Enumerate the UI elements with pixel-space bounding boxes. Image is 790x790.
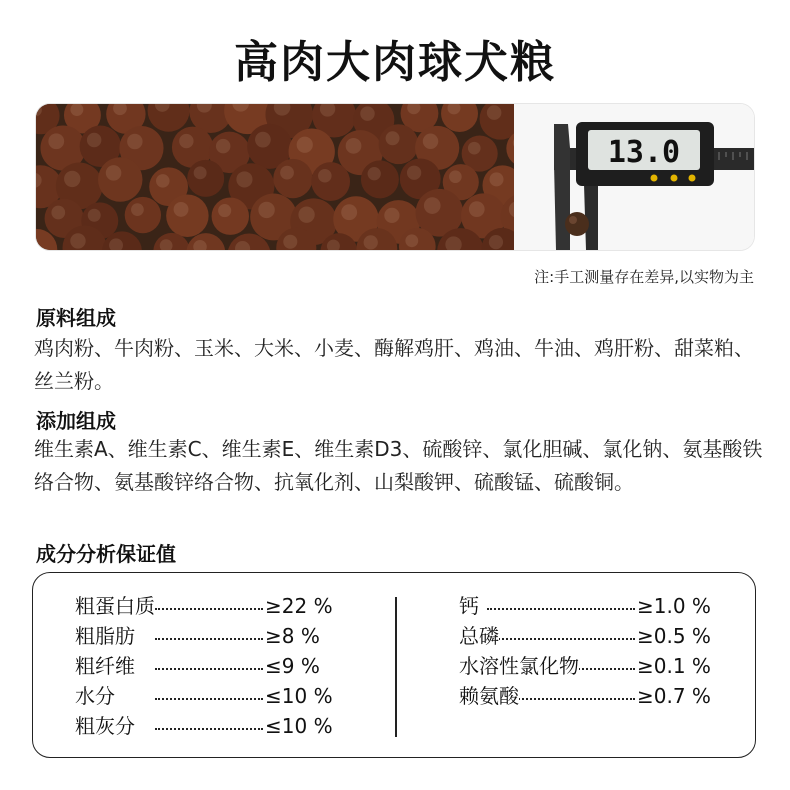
kibble-highlight [449, 170, 462, 183]
kibble-highlight [405, 234, 418, 247]
kibble-highlight [360, 106, 374, 120]
analysis-table [32, 572, 756, 758]
kibble-highlight [297, 137, 313, 153]
analysis-row [75, 651, 375, 681]
kibble-highlight [156, 174, 170, 188]
analysis-row [459, 651, 735, 681]
nutrient-name: 赖氨酸 [459, 681, 519, 711]
nutrient-value: ≥8 % [265, 624, 320, 648]
kibble-highlight [127, 134, 142, 149]
analysis-left-column [75, 591, 375, 741]
kibble-highlight [236, 171, 252, 187]
kibble-photo [36, 104, 514, 250]
nutrient-name: 粗灰分 [75, 711, 135, 741]
nutrient-name: 粗脂肪 [75, 621, 135, 651]
nutrient-name: 总磷 [459, 621, 499, 651]
kibble-highlight [364, 235, 378, 249]
kibble-highlight [216, 139, 230, 153]
nutrient-value: ≥0.7 % [637, 684, 711, 708]
nutrient-value: ≤10 % [265, 684, 333, 708]
kibble-highlight [341, 204, 357, 220]
kibble-highlight [194, 166, 207, 179]
kibble-highlight [487, 105, 502, 120]
kibble-highlight [70, 233, 85, 248]
kibble-piece [125, 197, 161, 233]
kibble-highlight [179, 134, 193, 148]
analysis-heading: 成分分析保证值 [36, 542, 176, 566]
ingredients-heading: 原料组成 [36, 306, 116, 330]
nutrient-value: ≥0.1 % [637, 654, 711, 678]
column-divider [395, 597, 397, 737]
kibble-piece [212, 197, 249, 234]
page-title: 高肉大肉球犬粮 [234, 37, 556, 88]
kibble-highlight [64, 171, 80, 187]
kibble-highlight [298, 207, 314, 223]
kibble-piece [311, 162, 350, 201]
kibble-piece [166, 195, 208, 237]
caliper-display: 13.0 [607, 135, 681, 170]
analysis-row [459, 621, 735, 651]
nutrient-name: 粗蛋白质 [75, 591, 155, 621]
kibble-highlight [423, 134, 438, 149]
nutrient-value: ≤10 % [265, 714, 333, 738]
measurement-note: 注:手工测量存在差异,以实物为主 [534, 268, 754, 286]
analysis-row [75, 711, 375, 741]
kibble-highlight [283, 235, 297, 249]
nutrient-name: 粗纤维 [75, 651, 135, 681]
analysis-row [459, 681, 735, 711]
nutrient-name: 钙 [459, 591, 479, 621]
kibble-highlight [346, 138, 362, 154]
ingredients-text: 鸡肉粉、牛肉粉、玉米、大米、小麦、酶解鸡肝、鸡油、牛油、鸡肝粉、甜菜粕、丝兰粉。 [34, 336, 754, 393]
kibble-piece [273, 159, 312, 198]
kibble-highlight [368, 167, 381, 180]
nutrient-value: ≥1.0 % [637, 594, 711, 618]
nutrient-name: 水分 [75, 681, 115, 711]
kibble-highlight [469, 201, 485, 217]
kibble-highlight [468, 142, 481, 155]
analysis-right-column [459, 591, 735, 711]
kibble-piece [379, 124, 419, 164]
kibble-highlight [106, 165, 122, 181]
product-photo-strip [36, 104, 754, 250]
analysis-row [75, 591, 375, 621]
kibble-highlight [87, 133, 101, 147]
kibble-highlight [255, 132, 271, 148]
kibble-highlight [51, 206, 65, 220]
kibble-highlight [489, 172, 503, 186]
kibble-highlight [386, 131, 400, 145]
kibble-highlight [318, 169, 332, 183]
kibble-highlight [88, 209, 101, 222]
kibble-highlight [424, 197, 441, 214]
kibble-piece [361, 160, 399, 198]
analysis-row [75, 621, 375, 651]
nutrient-value: ≥22 % [265, 594, 333, 618]
analysis-row [75, 681, 375, 711]
additives-text: 维生素A、维生素C、维生素E、维生素D3、硫酸锌、氯化胆碱、氯化钠、氨基酸铁络合物、氨基酸锌络合物、抗氧化剂、山梨酸钾、硫酸锰、硫酸铜。 [34, 437, 763, 494]
kibble-piece [98, 157, 142, 201]
nutrient-value: ≥0.5 % [637, 624, 711, 648]
kibble-piece [187, 160, 224, 197]
kibble-highlight [48, 133, 64, 149]
kibble-highlight [280, 166, 294, 180]
caliper-photo [514, 104, 754, 250]
kibble-highlight [407, 166, 421, 180]
kibble-highlight [131, 203, 144, 216]
kibble-highlight [218, 204, 231, 217]
additives-heading: 添加组成 [36, 409, 116, 433]
analysis-row [459, 591, 735, 621]
kibble-highlight [489, 235, 503, 249]
kibble-highlight [384, 208, 399, 223]
kibble-highlight [174, 202, 189, 217]
kibble-highlight [258, 202, 274, 218]
nutrient-value: ≤9 % [265, 654, 320, 678]
nutrient-name: 水溶性氯化物 [459, 651, 579, 681]
